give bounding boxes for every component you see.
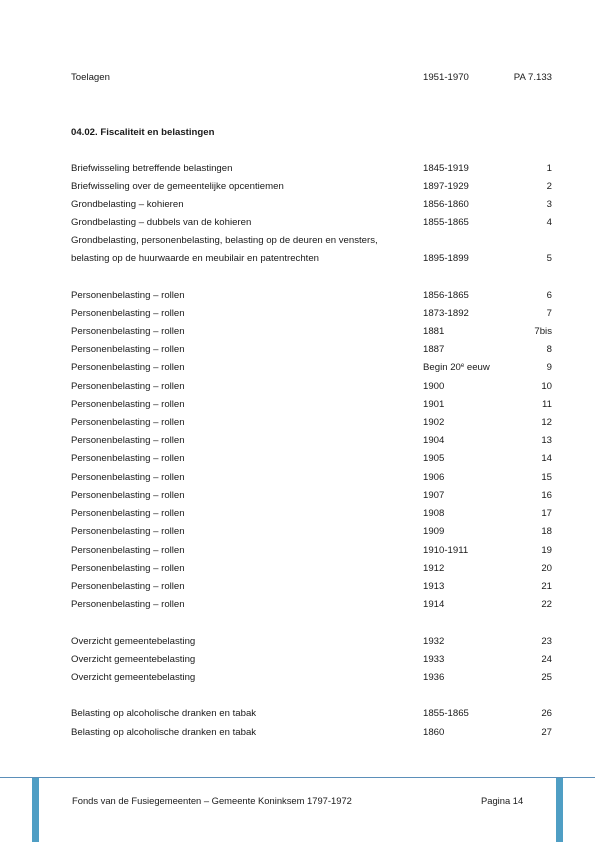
- entry-description: Personenbelasting – rollen: [71, 490, 185, 501]
- entry-number: 23: [541, 636, 552, 647]
- entry-period: 1902: [423, 417, 445, 428]
- entry-number: PA 7.133: [513, 72, 552, 83]
- entry-period: 1895-1899: [423, 253, 469, 264]
- entry-number: 19: [541, 545, 552, 556]
- list-item: [71, 289, 552, 303]
- entry-description: Personenbelasting – rollen: [71, 453, 185, 464]
- entry-period: 1856-1865: [423, 290, 469, 301]
- list-item: [71, 380, 552, 394]
- list-item: [71, 525, 552, 539]
- entry-number: 20: [541, 563, 552, 574]
- list-item: [71, 471, 552, 485]
- list-item: [71, 252, 552, 266]
- list-item: [71, 434, 552, 448]
- entry-number: 9: [546, 362, 552, 373]
- list-item: [71, 671, 552, 685]
- entry-number: 14: [541, 453, 552, 464]
- footer-title: Fonds van de Fusiegemeenten – Gemeente Koninksem 1797-1972: [72, 795, 352, 806]
- list-item: [71, 325, 552, 339]
- entry-description: Personenbelasting – rollen: [71, 508, 185, 519]
- entry-period: 1860: [423, 727, 445, 738]
- entry-period: 1856-1860: [423, 199, 469, 210]
- entry-number: 25: [541, 672, 552, 683]
- list-item: [71, 544, 552, 558]
- entry-number: 12: [541, 417, 552, 428]
- entry-description: Personenbelasting – rollen: [71, 362, 185, 373]
- entry-period: 1873-1892: [423, 308, 469, 319]
- entry-period: 1906: [423, 472, 445, 483]
- entry-number: 26: [541, 708, 552, 719]
- entry-description: Overzicht gemeentebelasting: [71, 672, 196, 683]
- entry-period: 1907: [423, 490, 445, 501]
- entry-number: 2: [546, 181, 552, 192]
- entry-description: Toelagen: [71, 72, 110, 83]
- entry-description: Personenbelasting – rollen: [71, 290, 185, 301]
- entry-description: Personenbelasting – rollen: [71, 344, 185, 355]
- entry-number: 7bis: [534, 326, 552, 337]
- entry-description: belasting op de huurwaarde en meubilair en patentrechten: [71, 253, 320, 264]
- list-item: [71, 452, 552, 466]
- period-superscript: e: [460, 363, 465, 369]
- list-item: [71, 580, 552, 594]
- entry-number: 22: [541, 599, 552, 610]
- entry-period: 1913: [423, 581, 445, 592]
- entry-period: 1900: [423, 381, 445, 392]
- entry-period: 1855-1865: [423, 708, 469, 719]
- list-item: [71, 562, 552, 576]
- list-item: [71, 361, 552, 375]
- footer-divider: [0, 777, 595, 778]
- period-prefix: Begin 20: [423, 362, 461, 373]
- entry-period: [423, 361, 490, 375]
- entry-description: Briefwisseling over de gemeentelijke opcentiemen: [71, 181, 284, 192]
- section-heading: 04.02. Fiscaliteit en belastingen: [71, 127, 215, 138]
- entry-description: Personenbelasting – rollen: [71, 526, 185, 537]
- entry-description: Overzicht gemeentebelasting: [71, 636, 196, 647]
- period-suffix: eeuw: [464, 362, 490, 373]
- entry-number: 15: [541, 472, 552, 483]
- footer-accent-bar-right: [556, 778, 563, 842]
- entry-description: Briefwisseling betreffende belastingen: [71, 163, 233, 174]
- entry-period: 1912: [423, 563, 445, 574]
- entry-description: Grondbelasting, personenbelasting, belasting op de deuren en vensters,: [71, 235, 378, 246]
- entry-number: 13: [541, 435, 552, 446]
- list-item: [71, 653, 552, 667]
- entry-description: Personenbelasting – rollen: [71, 326, 185, 337]
- entry-period: 1936: [423, 672, 445, 683]
- list-item: [71, 507, 552, 521]
- list-item: [71, 489, 552, 503]
- list-item: [71, 234, 552, 248]
- page-number: Pagina 14: [481, 795, 524, 806]
- entry-number: 21: [541, 581, 552, 592]
- entry-description: Grondbelasting – kohieren: [71, 199, 184, 210]
- entry-description: Personenbelasting – rollen: [71, 435, 185, 446]
- entry-number: 4: [546, 217, 552, 228]
- entry-period: 1905: [423, 453, 445, 464]
- entry-period: 1881: [423, 326, 445, 337]
- list-item: [71, 635, 552, 649]
- entry-period: 1908: [423, 508, 445, 519]
- list-item: [71, 162, 552, 176]
- entry-number: 17: [541, 508, 552, 519]
- entry-number: 8: [546, 344, 552, 355]
- entry-number: 6: [546, 290, 552, 301]
- entry-period: 1951-1970: [423, 72, 469, 83]
- entry-number: 27: [541, 727, 552, 738]
- entry-number: 10: [541, 381, 552, 392]
- list-item: [71, 416, 552, 430]
- list-item: [71, 307, 552, 321]
- entry-number: 1: [546, 163, 552, 174]
- entry-description: Personenbelasting – rollen: [71, 545, 185, 556]
- list-item: [71, 598, 552, 612]
- entry-description: Overzicht gemeentebelasting: [71, 654, 196, 665]
- entry-number: 16: [541, 490, 552, 501]
- entry-period: 1855-1865: [423, 217, 469, 228]
- list-item: [71, 343, 552, 357]
- entry-period: 1933: [423, 654, 445, 665]
- entry-period: 1897-1929: [423, 181, 469, 192]
- list-item: [71, 216, 552, 230]
- list-item: [71, 707, 552, 721]
- top-entry: [71, 71, 552, 85]
- entry-period: 1845-1919: [423, 163, 469, 174]
- entry-description: Personenbelasting – rollen: [71, 381, 185, 392]
- entry-description: Personenbelasting – rollen: [71, 472, 185, 483]
- list-item: [71, 198, 552, 212]
- list-item: [71, 726, 552, 740]
- entry-period: 1904: [423, 435, 445, 446]
- list-item: [71, 398, 552, 412]
- entry-period: 1901: [423, 399, 445, 410]
- entry-period: 1932: [423, 636, 445, 647]
- entry-description: Personenbelasting – rollen: [71, 599, 185, 610]
- entry-description: Personenbelasting – rollen: [71, 399, 185, 410]
- entry-period: 1914: [423, 599, 445, 610]
- entry-description: Belasting op alcoholische dranken en tabak: [71, 727, 257, 738]
- entry-number: 5: [546, 253, 552, 264]
- entry-number: 24: [541, 654, 552, 665]
- entry-period: 1887: [423, 344, 445, 355]
- entry-description: Personenbelasting – rollen: [71, 308, 185, 319]
- entry-period: 1909: [423, 526, 445, 537]
- entry-description: Personenbelasting – rollen: [71, 417, 185, 428]
- entry-number: 7: [546, 308, 552, 319]
- entry-number: 11: [542, 399, 552, 410]
- entry-period: 1910-1911: [423, 545, 469, 556]
- footer-accent-bar-left: [32, 778, 39, 842]
- entry-description: Grondbelasting – dubbels van de kohieren: [71, 217, 252, 228]
- entry-description: Personenbelasting – rollen: [71, 563, 185, 574]
- entry-description: Belasting op alcoholische dranken en tabak: [71, 708, 257, 719]
- list-item: [71, 180, 552, 194]
- entry-description: Personenbelasting – rollen: [71, 581, 185, 592]
- entry-number: 18: [541, 526, 552, 537]
- entry-number: 3: [546, 199, 552, 210]
